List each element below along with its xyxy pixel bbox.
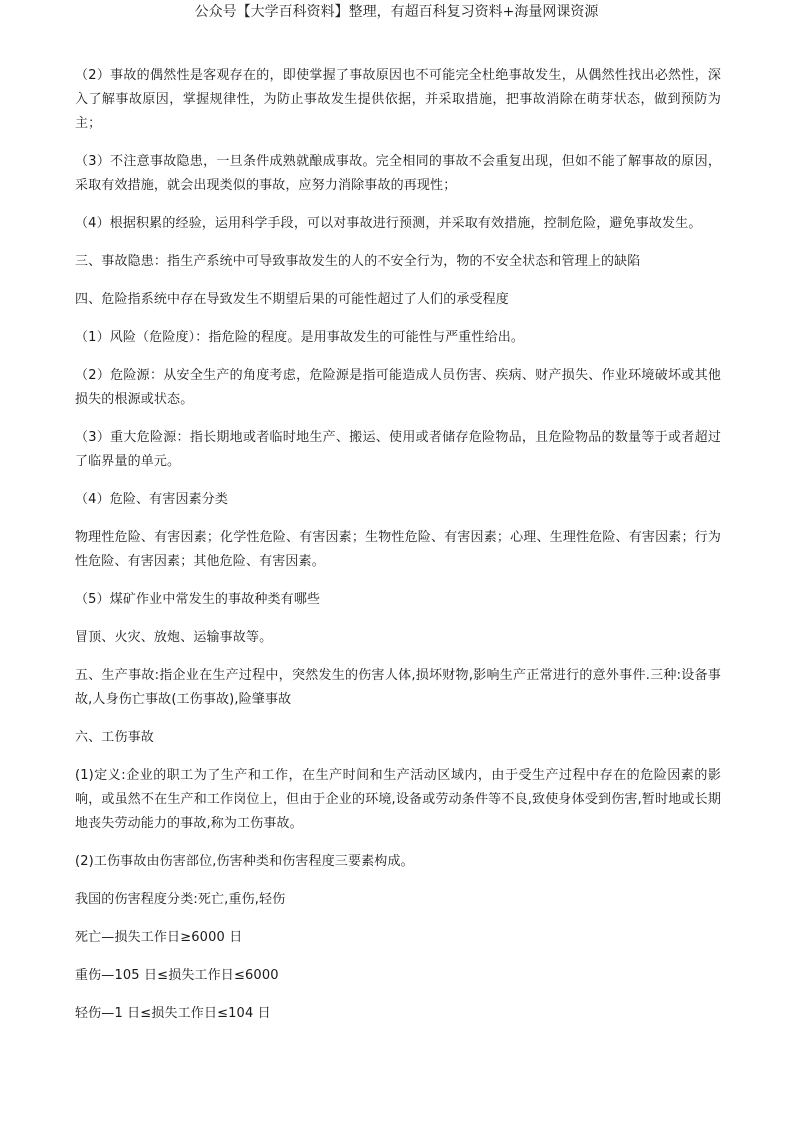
paragraph-accident-prediction: （4）根据积累的经验，运用科学手段，可以对事故进行预测，并采取有效措施，控制危险，避免事故发生。 [75, 216, 702, 231]
paragraph-hazard-classification: （4）危险、有害因素分类 [75, 492, 229, 507]
paragraph-injury-classification: 我国的伤害程度分类:死亡,重伤,轻伤 [75, 892, 286, 907]
section-heading-work-injury: 六、工伤事故 [75, 730, 154, 745]
paragraph-major-hazard: （3）重大危险源：指长期地或者临时地生产、搬运、使用或者储存危险物品，且危险物品的数量等于或者超过了临界量的单元。 [75, 430, 721, 469]
paragraph-minor-injury: 轻伤—1 日≤损失工作日≤104 日 [75, 1006, 271, 1021]
paragraph-accident-contingency: （2）事故的偶然性是客观存在的，即使掌握了事故原因也不可能完全杜绝事故发生，从偶然性找出必然性，深入了解事故原因，掌握规律性，为防止事故发生提供依据，并采取措施，把事故消除在萌芽状态，做到预防为主； [75, 68, 721, 131]
section-heading-production-accident: 五、生产事故:指企业在生产过程中，突然发生的伤害人体,损坏财物,影响生产正常进行的意外事件.三种:设备事故,人身伤亡事故(工伤事故),险肇事故 [75, 668, 721, 707]
paragraph-risk: （1）风险（危险度）：指危险的程度。是用事故发生的可能性与严重性给出。 [75, 330, 525, 345]
paragraph-work-injury-definition: (1)定义:企业的职工为了生产和工作，在生产时间和生产活动区域内，由于受生产过程中存在的危险因素的影响，或虽然不在生产和工作岗位上，但由于企业的环境,设备或劳动条件等不良,致使身体受到伤害,暂时地或长期地丧失劳动能力的事故,称为工伤事故。 [75, 768, 721, 831]
paragraph-coal-mine-question: （5）煤矿作业中常发生的事故种类有哪些 [75, 592, 321, 607]
paragraph-work-injury-elements: (2)工伤事故由伤害部位,伤害种类和伤害程度三要素构成。 [75, 854, 414, 869]
paragraph-accident-hidden-danger: （3）不注意事故隐患，一旦条件成熟就酿成事故。完全相同的事故不会重复出现，但如不能了解事故的原因，采取有效措施，就会出现类似的事故，应努力消除事故的再现性； [75, 154, 721, 193]
paragraph-hazard-factors: 物理性危险、有害因素；化学性危险、有害因素；生物性危险、有害因素；心理、生理性危险、有害因素；行为性危险、有害因素；其他危险、有害因素。 [75, 530, 721, 569]
document-body [75, 64, 721, 1040]
paragraph-coal-mine-answer: 冒顶、火灾、放炮、运输事故等。 [75, 630, 273, 645]
paragraph-hazard-source: （2）危险源：从安全生产的角度考虑，危险源是指可能造成人员伤害、疾病、财产损失、作业环境破坏或其他损失的根源或状态。 [75, 368, 721, 407]
section-heading-danger: 四、危险指系统中存在导致发生不期望后果的可能性超过了人们的承受程度 [75, 292, 509, 307]
page-header: 公众号【大学百科资料】整理，有超百科复习资料+海量网课资源 [194, 4, 599, 20]
paragraph-serious-injury: 重伤—105 日≤损失工作日≤6000 [75, 968, 279, 983]
section-heading-hidden-danger: 三、事故隐患：指生产系统中可导致事故发生的人的不安全行为，物的不安全状态和管理上的缺陷 [75, 254, 641, 269]
paragraph-death: 死亡—损失工作日≥6000 日 [75, 930, 243, 945]
